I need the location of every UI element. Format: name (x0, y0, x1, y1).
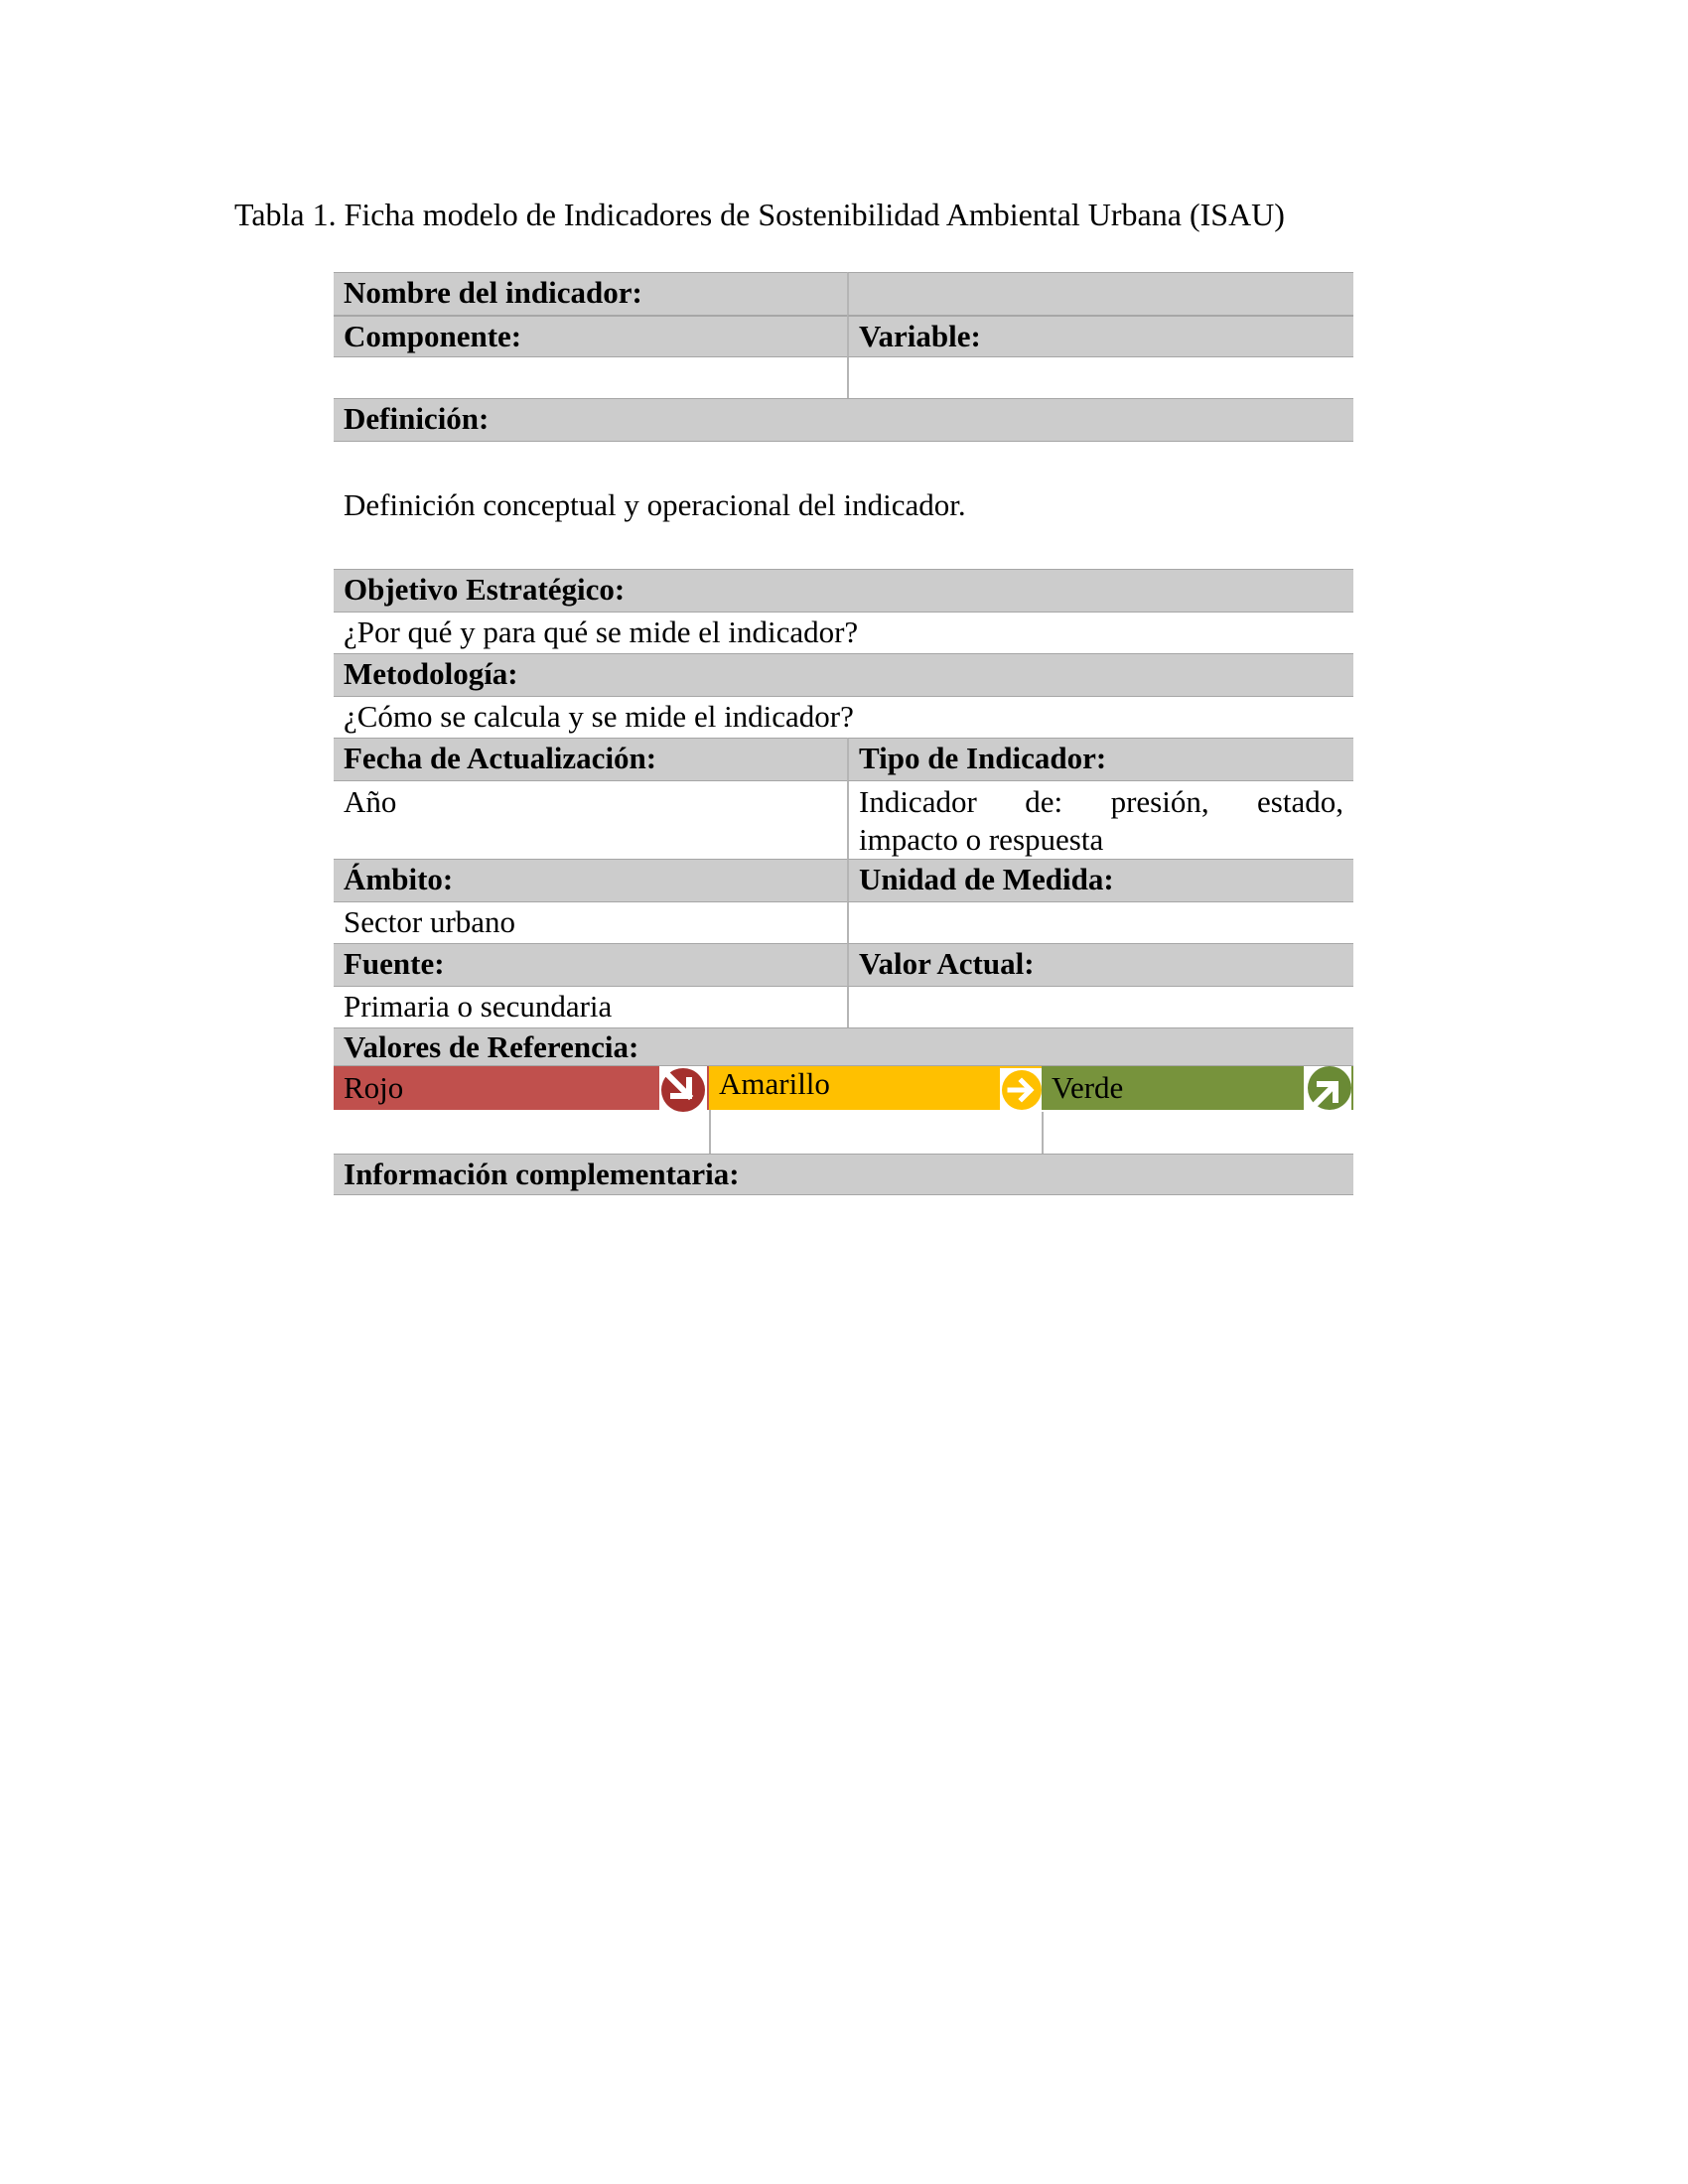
tipo-text-line1 (859, 783, 1343, 821)
row-definicion (334, 398, 1353, 442)
row-fecha-tipo-values (334, 781, 1353, 859)
tipo-label: Tipo de Indicador: (847, 738, 1353, 781)
row-fuente-valor (334, 943, 1353, 987)
objetivo-text: ¿Por qué y para qué se mide el indicador? (344, 614, 859, 649)
variable-label: Variable: (847, 316, 1353, 357)
definicion-text: Definición conceptual y operacional del indicador. (344, 487, 966, 522)
row-fecha-tipo (334, 738, 1353, 781)
ref-rojo (334, 1066, 709, 1110)
unidad-label: Unidad de Medida: (847, 859, 1353, 902)
row-objetivo-body (334, 613, 1353, 653)
unidad-value[interactable] (847, 902, 1353, 943)
row-fuente-valor-values (334, 987, 1353, 1027)
info-label: Información complementaria: (334, 1154, 1353, 1195)
tipo-word-3: presión, (1110, 784, 1209, 819)
ref-amarillo-value[interactable] (709, 1110, 1042, 1154)
row-objetivo (334, 569, 1353, 613)
ref-verde-label: Verde (1052, 1070, 1124, 1105)
definicion-label: Definición: (334, 398, 1353, 442)
nombre-value[interactable] (847, 272, 1353, 316)
objetivo-label: Objetivo Estratégico: (334, 569, 1353, 613)
referencia-label: Valores de Referencia: (334, 1027, 1353, 1066)
table-caption: Tabla 1. Ficha modelo de Indicadores de Sostenibilidad Ambiental Urbana (ISAU) (234, 197, 1285, 232)
ref-amarillo-label: Amarillo (719, 1066, 830, 1101)
fecha-label: Fecha de Actualización: (334, 738, 847, 781)
componente-label: Componente: (334, 316, 847, 357)
row-metodologia (334, 653, 1353, 697)
ref-verde-value[interactable] (1042, 1110, 1353, 1154)
row-componente-variable-values (334, 357, 1353, 398)
ref-amarillo (709, 1066, 1042, 1110)
row-metodologia-body (334, 697, 1353, 738)
nombre-label: Nombre del indicador: (334, 272, 847, 316)
reference-values-row (334, 1066, 1353, 1110)
row-componente-variable (334, 316, 1353, 357)
tipo-text-line2: impacto o respuesta (859, 822, 1104, 857)
fuente-text: Primaria o secundaria (344, 989, 613, 1024)
ref-rojo-label: Rojo (344, 1070, 404, 1105)
componente-value[interactable] (334, 357, 847, 398)
indicator-sheet (334, 272, 1353, 1195)
row-definicion-body (334, 442, 1353, 569)
tipo-word-1: Indicador (859, 784, 977, 819)
row-referencia (334, 1027, 1353, 1066)
row-info (334, 1154, 1353, 1195)
metodologia-text: ¿Cómo se calcula y se mide el indicador? (344, 699, 854, 734)
row-nombre (334, 272, 1353, 316)
tipo-text (847, 781, 1353, 859)
valor-value[interactable] (847, 987, 1353, 1027)
variable-value[interactable] (847, 357, 1353, 398)
ref-verde (1042, 1066, 1353, 1110)
ambito-label: Ámbito: (334, 859, 847, 902)
reference-values-inputs (334, 1110, 1353, 1154)
arrow-right-icon (1000, 1068, 1044, 1112)
arrow-up-right-icon (1304, 1066, 1351, 1114)
ambito-text: Sector urbano (344, 904, 516, 939)
metodologia-label: Metodología: (334, 653, 1353, 697)
row-ambito-unidad-values (334, 902, 1353, 943)
ref-rojo-value[interactable] (334, 1110, 709, 1154)
tipo-word-4: estado, (1257, 784, 1343, 819)
arrow-down-right-icon (659, 1066, 707, 1114)
row-ambito-unidad (334, 859, 1353, 902)
tipo-word-2: de: (1025, 784, 1063, 819)
valor-label: Valor Actual: (847, 943, 1353, 987)
fuente-label: Fuente: (334, 943, 847, 987)
fecha-text: Año (344, 784, 397, 819)
